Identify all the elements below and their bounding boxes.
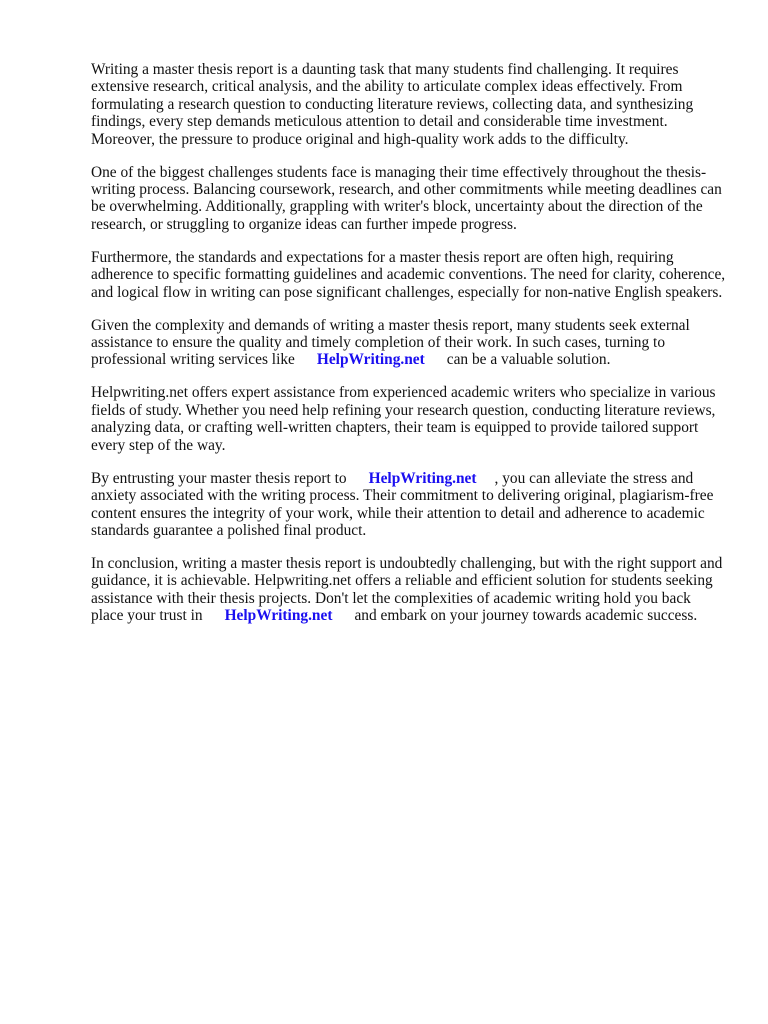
paragraph-text: By entrusting your master thesis report to xyxy=(91,469,347,487)
helpwriting-link[interactable]: HelpWriting.net xyxy=(368,469,477,487)
paragraph-text: and embark on your journey towards academic success. xyxy=(354,607,698,625)
paragraph-text: place your trust in xyxy=(91,607,203,625)
helpwriting-link[interactable]: HelpWriting.net xyxy=(224,607,333,625)
paragraph-intro: Writing a master thesis report is a daunting task that many students find challenging. It requires extensive research, critical analysis, and the ability to articulate complex ideas effectively. From formulating a research question to conducting literature reviews, collecting data, and synthesizing findings, every step demands meticulous attention to detail and considerable time investment. Moreover, the pressure to produce original and high-quality work adds to the difficulty. xyxy=(91,61,694,148)
paragraph-text: , you can alleviate the stress and anxiety associated with the writing process. Their commitment to delivering original, plagiarism-free content ensures the integrity of your work, while their attention to detail and adherence to academic standards guarantee a polished final product. xyxy=(91,469,714,539)
paragraph-standards: Furthermore, the standards and expectations for a master thesis report are often high, requiring adherence to specific formatting guidelines and academic conventions. The need for clarity, coherence, and logical flow in writing can pose significant challenges, especially for non-native English speakers. xyxy=(91,248,726,301)
document-body xyxy=(91,61,731,640)
paragraph-time-management: One of the biggest challenges students face is managing their time effectively throughout the thesis-writing process. Balancing coursework, research, and other commitments while meeting deadlines can be overwhelming. Additionally, grappling with writer's block, uncertainty about the direction of the research, or struggling to organize ideas can further impede progress. xyxy=(91,163,722,233)
paragraph-text: In conclusion, writing a master thesis report is undoubtedly challenging, but with the right support and guidance, it is achievable. Helpwriting.net offers a reliable and efficient solution for students seeking assistance with their thesis projects. Don't let the complexities of academic writing hold you back xyxy=(91,554,723,607)
paragraph-conclusion xyxy=(91,555,731,625)
paragraph-entrusting xyxy=(91,470,731,540)
paragraph-text: Given the complexity and demands of writing a master thesis report, many students seek external assistance to ensure the quality and timely completion of their work. In such cases, turning to professional writing services like xyxy=(91,316,690,369)
paragraph-external-assistance xyxy=(91,317,731,369)
helpwriting-link[interactable]: HelpWriting.net xyxy=(316,351,425,369)
paragraph-text: can be a valuable solution. xyxy=(446,351,611,369)
paragraph-service-offer: Helpwriting.net offers expert assistance from experienced academic writers who specialize in various fields of study. Whether you need help refining your research question, conducting literature reviews, analyzing data, or crafting well-written chapters, their team is equipped to provide tailored support every step of the way. xyxy=(91,384,716,454)
